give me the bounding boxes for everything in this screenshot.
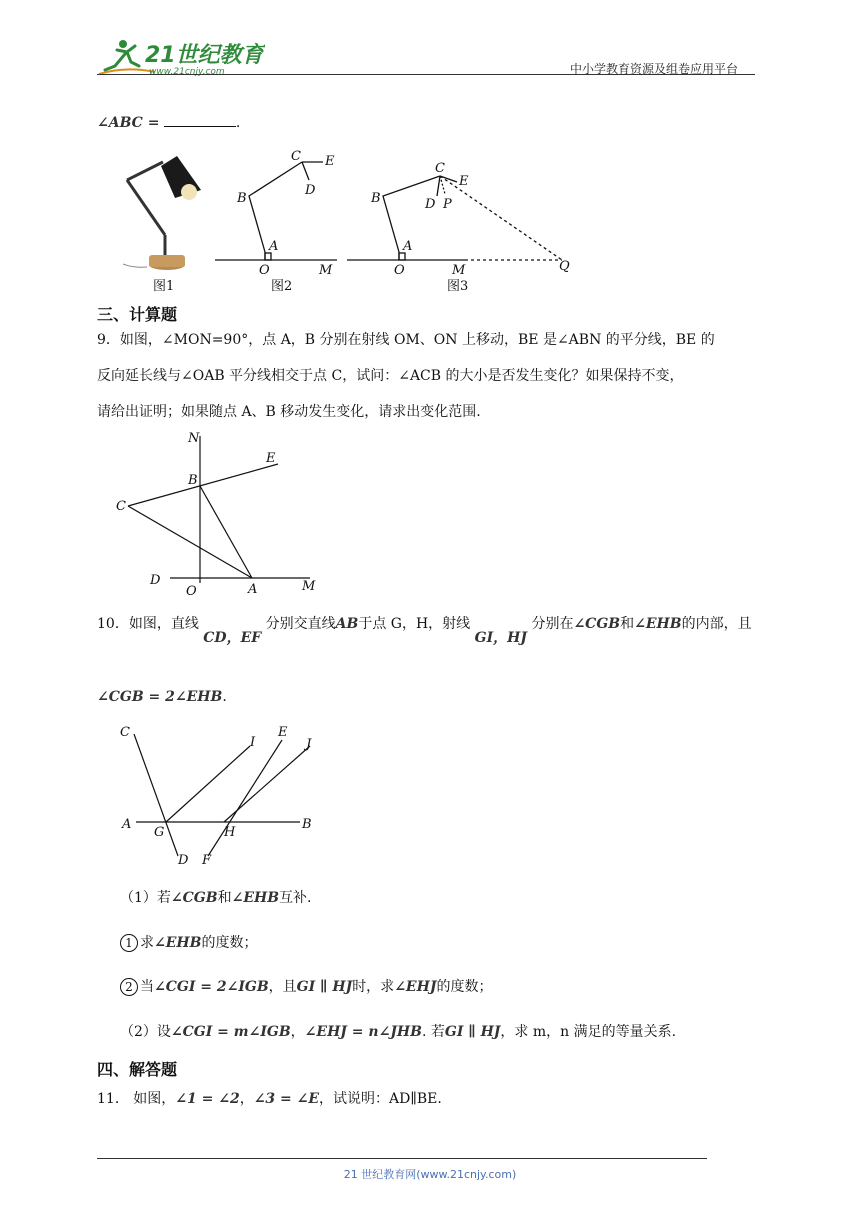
q10-subpart-2	[120, 972, 492, 1002]
q10-p2-text-b: ，	[290, 1024, 305, 1040]
logo-text: 21世纪教育	[145, 43, 264, 68]
section-3-title: 三、计算题	[97, 305, 178, 324]
section-4-title: 四、解答题	[97, 1060, 178, 1079]
q10-math-gi-hj: GI，HJ	[474, 630, 527, 646]
q10-point-a: A	[122, 817, 132, 832]
answer-blank	[164, 114, 236, 127]
q9-figure	[110, 428, 330, 600]
footer-divider	[97, 1158, 707, 1159]
q11-text-1: 11． 如图，	[97, 1091, 176, 1107]
angle-abc-expression: ∠ABC =	[97, 115, 160, 131]
fig3-diagram	[347, 176, 562, 260]
q10-p2-math-ehj: ∠EHJ = n∠JHB	[304, 1024, 422, 1040]
q10-p1-text-c: 互补.	[279, 890, 312, 906]
q10-math-cd-ef: CD，EF	[203, 630, 262, 646]
q11-stem	[97, 1084, 442, 1114]
q10-p2-math-cgi: ∠CGI = m∠IGB	[170, 1024, 291, 1040]
q11-text-3: ，试说明：AD∥BE.	[319, 1091, 442, 1107]
q10-math-condition: ∠CGB = 2∠EHB	[97, 689, 223, 705]
q9-line-1: 9．如图，∠MON=90°，点 A，B 分别在射线 OM、ON 上移动，BE 是∠ABN 的平分线，BE 的	[97, 332, 715, 348]
fig3-point-p: P	[443, 197, 452, 212]
fig2-point-o: O	[259, 263, 270, 278]
q10-p2-text-a: （2）设	[120, 1024, 171, 1040]
desk-lamp-photo	[123, 156, 201, 270]
q10-point-j: J	[306, 737, 312, 752]
fig3-point-q: Q	[559, 259, 570, 274]
q10-text-3: 于点 G，H，射线	[358, 616, 471, 632]
q10-s2-text-c: 时，求	[352, 979, 395, 995]
q10-point-c: C	[120, 725, 130, 740]
fig2-point-b: B	[237, 191, 247, 206]
q10-s2-text-b: ，且	[268, 979, 297, 995]
q10-s2-math-ehj: ∠EHJ	[394, 979, 437, 995]
q10-part-2	[120, 1017, 676, 1047]
fig3-point-b: B	[371, 191, 381, 206]
q10-text-6: 的内部，且	[681, 616, 752, 632]
header-divider	[97, 74, 755, 75]
q9-point-b: B	[188, 473, 198, 488]
q10-p2-text-c: . 若	[422, 1024, 445, 1040]
q10-math-ab: AB	[335, 616, 359, 632]
q9-point-m: M	[302, 579, 316, 594]
q9-point-a: A	[248, 582, 258, 597]
q9-point-c: C	[116, 499, 126, 514]
q10-p1-math-ehb: ∠EHB	[231, 890, 280, 906]
header-platform-text: 中小学教育资源及组卷应用平台	[570, 62, 739, 76]
q10-point-h: H	[224, 825, 236, 840]
q9-point-n: N	[188, 431, 200, 446]
footer-text: 21 世纪教育网(www.21cnjy.com)	[343, 1168, 517, 1181]
circled-number-1: 1	[120, 934, 138, 952]
q10-point-d: D	[178, 853, 189, 868]
q10-p1-text-b: 和	[217, 890, 232, 906]
q10-point-i: I	[250, 735, 256, 750]
q10-point-e: E	[278, 725, 288, 740]
q10-condition-end: .	[222, 689, 227, 705]
fig3-point-m: M	[452, 263, 466, 278]
q9-point-d: D	[150, 573, 161, 588]
fig3-point-a: A	[403, 239, 413, 254]
q9-line-3: 请给出证明；如果随点 A、B 移动发生变化，请求出变化范围.	[97, 404, 481, 420]
q9-line-2: 反向延长线与∠OAB 平分线相交于点 C，试问：∠ACB 的大小是否发生变化？如果保持不变，	[97, 368, 684, 384]
q10-part-1	[120, 883, 312, 913]
q10-math-ehb: ∠EHB	[634, 616, 682, 632]
q10-figure	[110, 716, 330, 876]
fig3-point-e: E	[459, 174, 469, 189]
q10-math-cgb: ∠CGB	[573, 616, 621, 632]
circled-number-2: 2	[120, 978, 138, 996]
q10-point-b: B	[302, 817, 312, 832]
fig2-point-d: D	[305, 183, 316, 198]
q10-text-1: 10．如图，直线	[97, 616, 199, 632]
q11-text-2: ，	[239, 1091, 254, 1107]
q10-condition	[97, 682, 227, 712]
q11-math-2: ∠3 = ∠E	[253, 1091, 320, 1107]
q10-s2-text-a: 当	[140, 979, 154, 995]
q10-point-g: G	[154, 825, 165, 840]
q10-s1-text-b: 的度数；	[201, 935, 258, 951]
q10-s1-math-ehb: ∠EHB	[154, 935, 202, 951]
logo-url: www.21cnjy.com	[149, 67, 225, 77]
fig1-label: 图1	[153, 279, 175, 294]
q10-p2-text-d: ，求 m，n 满足的等量关系.	[500, 1024, 677, 1040]
q10-point-f: F	[202, 853, 212, 868]
answer-line	[97, 108, 240, 138]
q10-s2-math-parallel: GI ∥ HJ	[296, 979, 353, 995]
fig2-point-m: M	[319, 263, 333, 278]
q10-text-5: 和	[620, 616, 635, 632]
fig3-label: 图3	[447, 279, 469, 294]
q10-p1-text-a: （1）若	[120, 890, 171, 906]
answer-end: .	[235, 115, 241, 131]
q10-stem-line-1	[97, 609, 752, 646]
q9-point-o: O	[186, 584, 197, 599]
q10-p1-math-cgb: ∠CGB	[170, 890, 218, 906]
q10-subpart-1	[120, 928, 257, 958]
q10-p2-math-parallel: GI ∥ HJ	[444, 1024, 501, 1040]
q11-math-1: ∠1 = ∠2	[175, 1091, 240, 1107]
fig2-label: 图2	[271, 279, 293, 294]
fig3-point-o: O	[394, 263, 405, 278]
lamp-figures	[97, 140, 597, 300]
q10-s2-text-d: 的度数；	[436, 979, 493, 995]
q10-s1-text-a: 求	[140, 935, 154, 951]
fig2-point-e: E	[325, 154, 335, 169]
q10-s2-math-cgi: ∠CGI = 2∠IGB	[154, 979, 269, 995]
q10-text-2: 分别交直线	[265, 616, 336, 632]
q9-point-e: E	[266, 451, 276, 466]
fig2-point-a: A	[269, 239, 279, 254]
q10-text-4: 分别在	[531, 616, 574, 632]
fig2-point-c: C	[291, 149, 301, 164]
fig3-point-c: C	[435, 161, 445, 176]
fig3-point-d: D	[425, 197, 436, 212]
